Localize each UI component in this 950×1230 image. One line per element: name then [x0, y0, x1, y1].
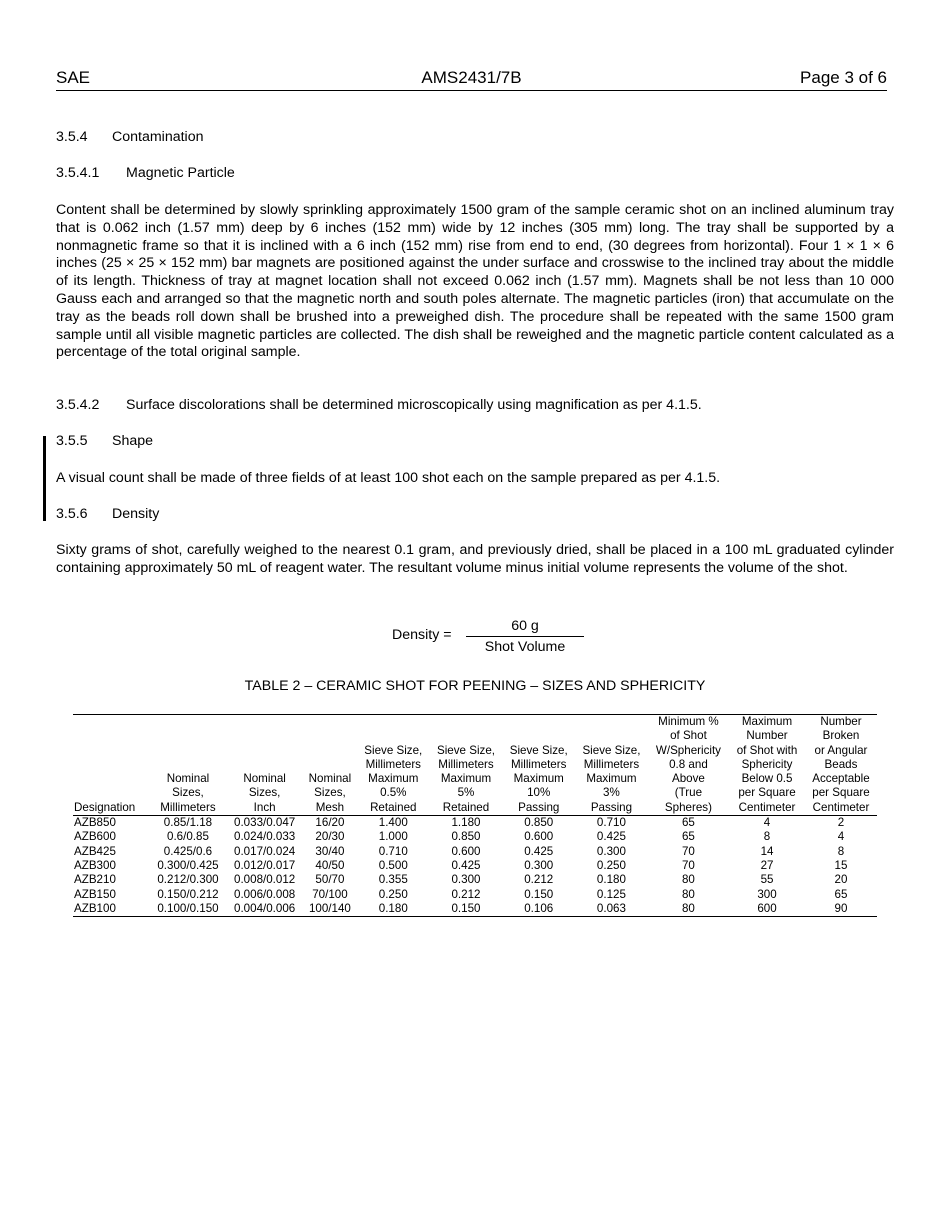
table-cell: 100/140: [303, 902, 357, 917]
table-cell: 8: [837, 844, 845, 858]
section-title: Shape: [112, 433, 154, 449]
table-cell: 14: [760, 844, 774, 858]
table-cell: 70: [681, 844, 695, 858]
column-header: [357, 715, 430, 816]
column-header-line: Designation: [74, 800, 136, 814]
column-header-line: Passing: [518, 800, 560, 814]
table-cell: 15: [834, 858, 848, 872]
table-cell: 0.500: [378, 858, 408, 872]
column-header-line: Maximum: [741, 715, 793, 728]
table-cell: 20: [834, 873, 848, 887]
formula-lhs: Density =: [392, 627, 452, 643]
table-cell: 0.850: [451, 830, 481, 844]
header-page-number: Page 3 of 6: [800, 68, 887, 87]
table-cell: 0.710: [596, 816, 626, 830]
table-cell: 65: [834, 887, 848, 901]
column-header-line: Nominal: [308, 772, 352, 786]
column-header: [805, 715, 877, 816]
formula-fraction: [466, 618, 584, 655]
table-cell: 0.150: [524, 887, 554, 901]
column-header-line: Acceptable: [812, 772, 870, 786]
table-cell: 27: [760, 858, 774, 872]
formula-denominator: Shot Volume: [484, 639, 566, 655]
table-cell: 0.425: [524, 844, 554, 858]
column-header-line: Maximum: [513, 772, 564, 786]
column-header-line: 0.8 and: [669, 757, 708, 771]
table-cell: 1.400: [378, 816, 408, 830]
column-header-line: of Shot with: [736, 743, 798, 757]
table-cell: 8: [763, 830, 771, 844]
table-cell: 0.85/1.18: [163, 816, 213, 830]
column-header-line: Sieve Size,: [582, 743, 641, 757]
table-cell: 0.150: [430, 902, 503, 917]
table-row: [73, 873, 877, 887]
table-cell: 0.250: [378, 887, 408, 901]
table-cell: 0.6/0.85: [167, 830, 209, 844]
column-header-line: Millimeters: [160, 800, 216, 814]
column-header-line: Sizes,: [248, 786, 281, 800]
column-header: [226, 715, 303, 816]
table-cell: 0.212: [524, 873, 554, 887]
column-header-line: Millimeters: [365, 757, 421, 771]
formula-numerator: 60 g: [466, 618, 584, 637]
table-row: [73, 816, 877, 831]
table-cell: AZB100: [73, 902, 150, 917]
table-cell: 0.600: [524, 830, 554, 844]
table-cell: 0.180: [596, 873, 626, 887]
column-header-line: per Square: [738, 786, 796, 800]
column-header-line: or Angular: [814, 743, 868, 757]
table-cell: 0.150/0.212: [157, 887, 219, 901]
column-header: [303, 715, 357, 816]
table-cell: AZB210: [74, 873, 116, 887]
column-header-line: Spheres): [664, 800, 712, 814]
column-header-line: Mesh: [315, 800, 345, 814]
column-header-line: Minimum %: [658, 715, 719, 728]
column-header-line: 10%: [527, 786, 551, 800]
table-cell: 80: [648, 902, 729, 917]
table-cell: AZB850: [74, 816, 116, 830]
table-cell: 65: [681, 816, 695, 830]
page-header: [56, 68, 887, 91]
column-header-line: Millimeters: [511, 757, 567, 771]
table-cell: 0.710: [378, 844, 408, 858]
ceramic-shot-table: [73, 714, 877, 917]
section-number: 3.5.4: [56, 129, 88, 145]
table-cell: 300: [757, 887, 777, 901]
table-cell: 0.006/0.008: [234, 887, 296, 901]
column-header-line: Number: [820, 715, 862, 728]
table-cell: 0.106: [502, 902, 575, 917]
column-header-line: of Shot: [670, 729, 707, 743]
section-3-5-4-2-heading: [56, 397, 702, 414]
column-header-line: Beads: [824, 757, 858, 771]
table-cell: 0.250: [596, 858, 626, 872]
section-title: Density: [112, 506, 160, 522]
section-3-5-4-1-heading: [56, 165, 235, 182]
column-header-line: Maximum: [368, 772, 419, 786]
column-header-line: Retained: [370, 800, 417, 814]
table-cell: 0.012/0.017: [234, 858, 296, 872]
table-cell: 0.300: [451, 873, 481, 887]
table-row: [73, 859, 877, 873]
table-cell: 0.125: [596, 887, 626, 901]
table-cell: 30/40: [315, 844, 345, 858]
table-cell: 40/50: [315, 858, 345, 872]
shape-paragraph: A visual count shall be made of three fields of at least 100 shot each on the sample prepared as per 4.1.5.: [56, 470, 721, 486]
section-3-5-4-heading: [56, 129, 204, 146]
density-paragraph: Sixty grams of shot, carefully weighed to the nearest 0.1 gram, and previously dried, shall be placed in a 100 mL graduated cylinder containing approximately 50 mL of reagent water. The resultant volume minus initial volume represents the volume of the shot.: [56, 542, 894, 576]
table-cell: AZB425: [74, 844, 116, 858]
table-cell: AZB600: [74, 830, 116, 844]
section-3-5-6-heading: [56, 506, 159, 523]
column-header-line: Sieve Size,: [509, 743, 568, 757]
column-header-line: 0.5%: [380, 786, 407, 800]
table-cell: 0.033/0.047: [234, 816, 296, 830]
table-cell: 20/30: [315, 830, 345, 844]
column-header: [502, 715, 575, 816]
column-header-line: 3%: [603, 786, 620, 800]
section-number: 3.5.4.1: [56, 165, 100, 181]
table-cell: 16/20: [315, 816, 345, 830]
table-cell: 0.100/0.150: [150, 902, 227, 917]
table-cell: 80: [681, 873, 695, 887]
column-header-line: Centimeter: [738, 800, 796, 814]
column-header-line: 5%: [457, 786, 475, 800]
table-cell: 0.004/0.006: [226, 902, 303, 917]
section-title: Surface discolorations shall be determined microscopically using magnification as per 4.1.5.: [126, 397, 702, 413]
column-header-line: Inch: [253, 800, 276, 814]
column-header-line: Sieve Size,: [437, 743, 495, 757]
table-cell: 70: [681, 858, 695, 872]
table-cell: 0.212/0.300: [157, 873, 219, 887]
column-header-line: Passing: [590, 800, 633, 814]
table-row: [73, 830, 877, 844]
table-cell: 50/70: [315, 873, 345, 887]
column-header-line: (True: [674, 786, 703, 800]
column-header-line: Nominal: [243, 772, 286, 786]
column-header-line: Millimeters: [438, 757, 494, 771]
column-header-line: Maximum: [586, 772, 637, 786]
column-header-line: Sizes,: [172, 786, 204, 800]
table-cell: AZB300: [74, 858, 116, 872]
table-cell: 0.300: [524, 858, 554, 872]
table-cell: 0.008/0.012: [234, 873, 296, 887]
table-cell: 0.600: [451, 844, 481, 858]
table-cell: 0.300/0.425: [157, 858, 219, 872]
table-cell: 4: [837, 830, 845, 844]
section-title: Contamination: [112, 129, 204, 145]
column-header-line: Above: [672, 772, 705, 786]
column-header-line: per Square: [812, 786, 870, 800]
table-cell: 1.180: [451, 816, 481, 830]
table-cell: 0.063: [575, 902, 648, 917]
revision-bar: [43, 436, 46, 521]
table-cell: 55: [760, 873, 774, 887]
table-body: [73, 816, 877, 917]
section-number: 3.5.5: [56, 433, 88, 449]
section-number: 3.5.4.2: [56, 397, 100, 413]
column-header-line: Sphericity: [741, 757, 793, 771]
column-header: [430, 715, 503, 816]
table-cell: 90: [805, 902, 877, 917]
column-header-line: Centimeter: [812, 800, 870, 814]
table-cell: 80: [681, 887, 695, 901]
column-header-line: Below 0.5: [741, 772, 793, 786]
table-cell: 2: [837, 816, 845, 830]
column-header-line: Sizes,: [314, 786, 346, 800]
column-header-line: Number: [746, 729, 788, 743]
table-cell: 4: [763, 816, 771, 830]
section-number: 3.5.6: [56, 506, 88, 522]
table-cell: 65: [681, 830, 695, 844]
table-row: [73, 888, 877, 902]
header-org: SAE: [56, 68, 91, 87]
table-cell: 70/100: [312, 887, 348, 901]
column-header: [729, 715, 805, 816]
column-header: [150, 715, 227, 816]
column-header-line: Retained: [442, 800, 490, 814]
table-cell: 600: [729, 902, 805, 917]
table-cell: 0.425: [596, 830, 626, 844]
table-cell: 0.850: [524, 816, 554, 830]
table-cell: AZB150: [74, 887, 116, 901]
section-title: Magnetic Particle: [126, 165, 235, 181]
table-caption: TABLE 2 – CERAMIC SHOT FOR PEENING – SIZES AND SPHERICITY: [244, 678, 706, 694]
table-cell: 0.212: [451, 887, 481, 901]
column-header-line: Sieve Size,: [364, 743, 423, 757]
table-cell: 0.180: [357, 902, 430, 917]
table-cell: 1.000: [378, 830, 408, 844]
table-row: [73, 845, 877, 859]
table-cell: 0.300: [596, 844, 626, 858]
column-header: [575, 715, 648, 816]
column-header: [73, 715, 150, 816]
column-header-line: W/Sphericity: [655, 743, 721, 757]
table-cell: 0.425: [451, 858, 481, 872]
column-header-line: Millimeters: [583, 757, 640, 771]
column-header: [648, 715, 729, 816]
table-header-row: [73, 715, 877, 816]
header-doc-number: AMS2431/7B: [421, 68, 522, 87]
table-cell: 0.017/0.024: [234, 844, 296, 858]
table-cell: 0.425/0.6: [163, 844, 213, 858]
table-cell: 0.355: [378, 873, 408, 887]
table-row: [73, 902, 877, 917]
magnetic-particle-paragraph: Content shall be determined by slowly sprinkling approximately 1500 gram of the sample ceramic shot on an inclined aluminum tray that is 0.062 inch (1.57 mm) deep by 6 inches (152 mm) wide by 12 inches (305 mm) long. The tray shall be supported by a nonmagnetic frame so that it is inclined with a 6 inch (152 mm) rise from end to end, (30 degrees from horizontal). Four 1 × 1 × 6 inches (25 × 25 × 152 mm) bar magnets are positioned against the under surface and crosswise to the inclined tray about the middle of its length. Thickness of tray at magnet location shall not exceed 0.062 inch (1.57 mm). Magnets shall be not less than 10 000 Gauss each and arranged so that the magnetic north and south poles alternate. The magnetic particles (iron) that accumulate on the tray as the beads roll down shall be brushed into a preweighed dish. The procedure shall be repeated with the same 1500 gram sample until all visible magnetic particles are collected. The dish shall be reweighed and the magnetic particle content calculated as a percentage of the total original sample.: [56, 202, 894, 361]
table-cell: 0.024/0.033: [234, 830, 296, 844]
section-3-5-5-heading: [56, 433, 153, 450]
column-header-line: Broken: [822, 729, 860, 743]
column-header-line: Nominal: [166, 772, 210, 786]
column-header-line: Maximum: [440, 772, 492, 786]
